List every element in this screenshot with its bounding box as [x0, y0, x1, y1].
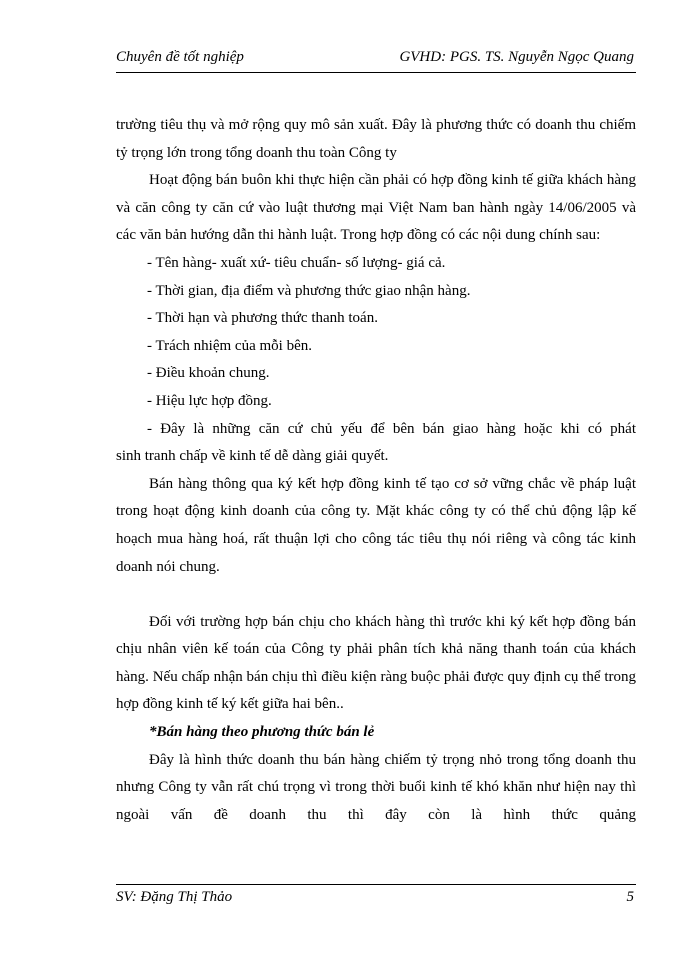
header-document-title: Chuyên đề tốt nghiệp	[116, 49, 244, 65]
list-item-continuation: sinh tranh chấp về kinh tế dễ dàng giải quyết.	[116, 448, 389, 465]
paragraph-retail: Đây là hình thức doanh thu bán hàng chiếm tỷ trọng nhỏ trong tổng doanh thu nhưng Công ty vẫn rất chú trọng vì trong thời buổi kinh tế khó khăn như hiện nay thì ngoài vấn đề doanh thu thì đây còn là hình thức quảng	[116, 751, 636, 823]
list-item: - Thời gian, địa điểm và phương thức giao nhận hàng.	[147, 282, 471, 299]
paragraph-wholesale-contract: Hoạt động bán buôn khi thực hiện cần phải có hợp đồng kinh tế giữa khách hàng và căn công ty căn cứ vào luật thương mại Việt Nam ban hành ngày 14/06/2005 và các văn bản hướng dẫn thi hành luật. Trong hợp đồng có các nội dung chính sau:	[116, 172, 636, 244]
paragraph-gap	[116, 581, 636, 609]
list-item: - Trách nhiệm của mỗi bên.	[147, 337, 312, 354]
footer-student-name: SV: Đặng Thị Thảo	[116, 889, 233, 905]
page-body	[116, 112, 636, 829]
paragraph-credit-sales: Đối với trường hợp bán chịu cho khách hàng thì trước khi ký kết hợp đồng bán chịu nhân viên kế toán của Công ty phải phân tích khả năng thanh toán của khách hàng. Nếu chấp nhận bán chịu thì điều kiện ràng buộc phải được quy định cụ thể trong hợp đồng kinh tế ký kết giữa hai bên..	[116, 613, 636, 713]
list-item: - Tên hàng- xuất xứ- tiêu chuẩn- số lượng- giá cả.	[147, 254, 446, 271]
list-item: - Đây là những căn cứ chủ yếu để bên bán giao hàng hoặc khi có phát	[147, 420, 636, 437]
paragraph-contract-benefits: Bán hàng thông qua ký kết hợp đồng kinh tế tạo cơ sở vững chắc về pháp luật trong hoạt động kinh doanh của công ty. Mặt khác công ty có thể chủ động lập kế hoạch mua hàng hoá, rất thuận lợi cho công tác tiêu thụ nói riêng và công tác kinh doanh nói chung.	[116, 475, 636, 575]
footer-rule	[116, 884, 636, 885]
header-rule	[116, 72, 636, 73]
list-item: - Hiệu lực hợp đồng.	[147, 392, 272, 409]
paragraph-continuation: trường tiêu thụ và mở rộng quy mô sản xuất. Đây là phương thức có doanh thu chiếm tỷ trọng lớn trong tổng doanh thu toàn Công ty	[116, 117, 636, 161]
list-item: - Điều khoản chung.	[147, 365, 270, 382]
list-item: - Thời hạn và phương thức thanh toán.	[147, 310, 378, 327]
section-heading-retail: *Bán hàng theo phương thức bán lẻ	[149, 724, 375, 741]
header-supervisor: GVHD: PGS. TS. Nguyễn Ngọc Quang	[399, 49, 634, 65]
page-number: 5	[626, 889, 634, 905]
